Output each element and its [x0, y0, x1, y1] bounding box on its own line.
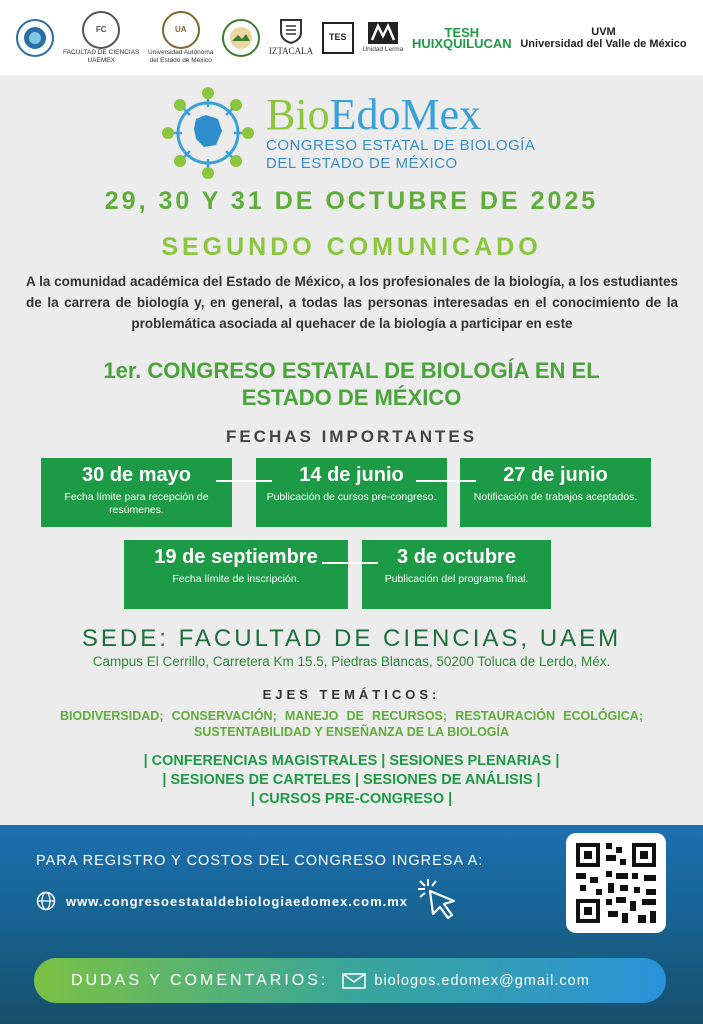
logo-facultad-ciencias [63, 11, 139, 63]
uaemex-crest-icon: UA [162, 11, 200, 49]
society-seal-icon [16, 19, 54, 57]
logo-text-iztacala: IZTACALA [268, 45, 314, 56]
logo-text-uam: Unidad Lerma [362, 46, 404, 53]
timeline-connector [416, 480, 476, 482]
envelope-icon [342, 973, 366, 989]
logo-uaemex [148, 11, 213, 63]
logo-iztacala [269, 18, 313, 56]
brand-subtitle-1: CONGRESO ESTATAL DE BIOLOGÍA [266, 137, 536, 154]
logo-round-seal [222, 19, 260, 57]
date-card-2 [256, 458, 447, 527]
round-seal-icon [222, 19, 260, 57]
date-card-5 [362, 540, 551, 609]
date-card-text: Notificación de trabajos aceptados. [473, 491, 638, 503]
registration-label: PARA REGISTRO Y COSTOS DEL CONGRESO INGRESA A: [36, 853, 484, 869]
sessions-line-2: | SESIONES DE CARTELES | SESIONES DE ANÁLISIS | [162, 772, 541, 788]
main-content [0, 75, 703, 825]
date-card-text: Fecha límite para recepción de resúmenes. [64, 491, 209, 516]
registration-footer [0, 825, 703, 1024]
uvm-logo-icon: UVM Universidad del Valle de México [520, 25, 687, 50]
brand-text [266, 90, 536, 173]
logo-strip [0, 0, 703, 75]
timeline-connector [216, 480, 272, 482]
logo-society [16, 19, 54, 57]
brand-title [266, 90, 535, 139]
date-card-date: 27 de junio [503, 464, 608, 486]
date-card-date: 14 de junio [299, 464, 404, 486]
date-card-text: Publicación de cursos pre-congreso. [266, 491, 437, 503]
date-card-text: Publicación del programa final. [384, 573, 529, 585]
date-card-3 [460, 458, 651, 527]
congress-title-line-1: 1er. CONGRESO ESTATAL DE BIOLOGÍA EN EL [103, 358, 600, 383]
contact-label: DUDAS Y COMENTARIOS: [71, 971, 329, 989]
intro-paragraph: A la comunidad académica del Estado de México, a los profesionales de la biología, a los estudiantes de la carrera de biología y, en general, a todas las personas interesadas en el conocimiento de la problemática asociada al quehacer de la biología a participar en este [26, 274, 678, 331]
registration-url-link[interactable]: www.congresoestataldebiologiaedomex.com.mx [66, 893, 409, 909]
congress-title-line-2: ESTADO DE MÉXICO [241, 385, 462, 410]
logo-uam [362, 22, 403, 53]
venue-address: Campus El Cerrillo, Carretera Km 15.5, Piedras Blancas, 50200 Toluca de Lerdo, Méx. [92, 654, 611, 669]
qr-code-icon [566, 833, 666, 933]
logo-text-uaemex: Universidad Autónoma del Estado de México [148, 49, 214, 64]
logo-text-facultad: FACULTAD DE CIENCIAS UAEMEX [63, 49, 140, 64]
timeline-connector [322, 562, 378, 564]
tes-logo-icon: TES [322, 22, 354, 54]
logo-uvm [520, 26, 686, 50]
date-card-date: 19 de septiembre [154, 546, 318, 568]
contact-email-row[interactable] [342, 973, 589, 989]
date-card-4 [124, 540, 348, 609]
fechas-heading: FECHAS IMPORTANTES [225, 427, 478, 446]
faculty-crest-icon: FC [82, 11, 120, 49]
contact-email-link[interactable]: biologos.edomex@gmail.com [374, 972, 590, 989]
date-card-date: 30 de mayo [82, 464, 191, 486]
congress-title [0, 357, 703, 411]
brand-title-rest: EdoMex [329, 90, 482, 139]
sessions-line-3: | CURSOS PRE-CONGRESO | [250, 791, 453, 807]
brand-subtitle-2: DEL ESTADO DE MÉXICO [266, 155, 458, 172]
registration-url-row[interactable] [36, 877, 460, 925]
contact-bar [34, 958, 666, 1003]
themes-heading: EJES TEMÁTICOS: [262, 687, 441, 702]
tesh-logo-icon: TESH HUIXQUILUCAN [412, 24, 512, 51]
click-cursor-icon [416, 877, 460, 925]
venue-title: SEDE: FACULTAD DE CIENCIAS, UAEM [81, 625, 622, 652]
qr-code[interactable] [566, 833, 666, 933]
brand-title-bio: Bio [266, 90, 330, 139]
themes-list: BIODIVERSIDAD; CONSERVACIÓN; MANEJO DE RECURSOS; RESTAURACIÓN ECOLÓGICA; SUSTENTABILIDAD Y ENSEÑANZA DE LA BIOLOGÍA [60, 709, 643, 739]
brand-header [160, 85, 535, 181]
date-card-text: Fecha límite de inscripción. [172, 573, 300, 585]
biology-network-icon [160, 85, 256, 181]
sessions-line-1: | CONFERENCIAS MAGISTRALES | SESIONES PLENARIAS | [143, 753, 560, 769]
date-card-1 [41, 458, 232, 527]
uam-logo-icon [368, 22, 398, 46]
logo-tes [322, 22, 354, 54]
event-dates: 29, 30 Y 31 DE OCTUBRE DE 2025 [104, 187, 599, 215]
globe-icon [36, 891, 56, 911]
unam-shield-icon [279, 18, 303, 46]
date-card-date: 3 de octubre [397, 546, 516, 568]
logo-tesh [412, 24, 512, 51]
segundo-comunicado: SEGUNDO COMUNICADO [161, 233, 542, 261]
sessions-list [0, 752, 703, 809]
